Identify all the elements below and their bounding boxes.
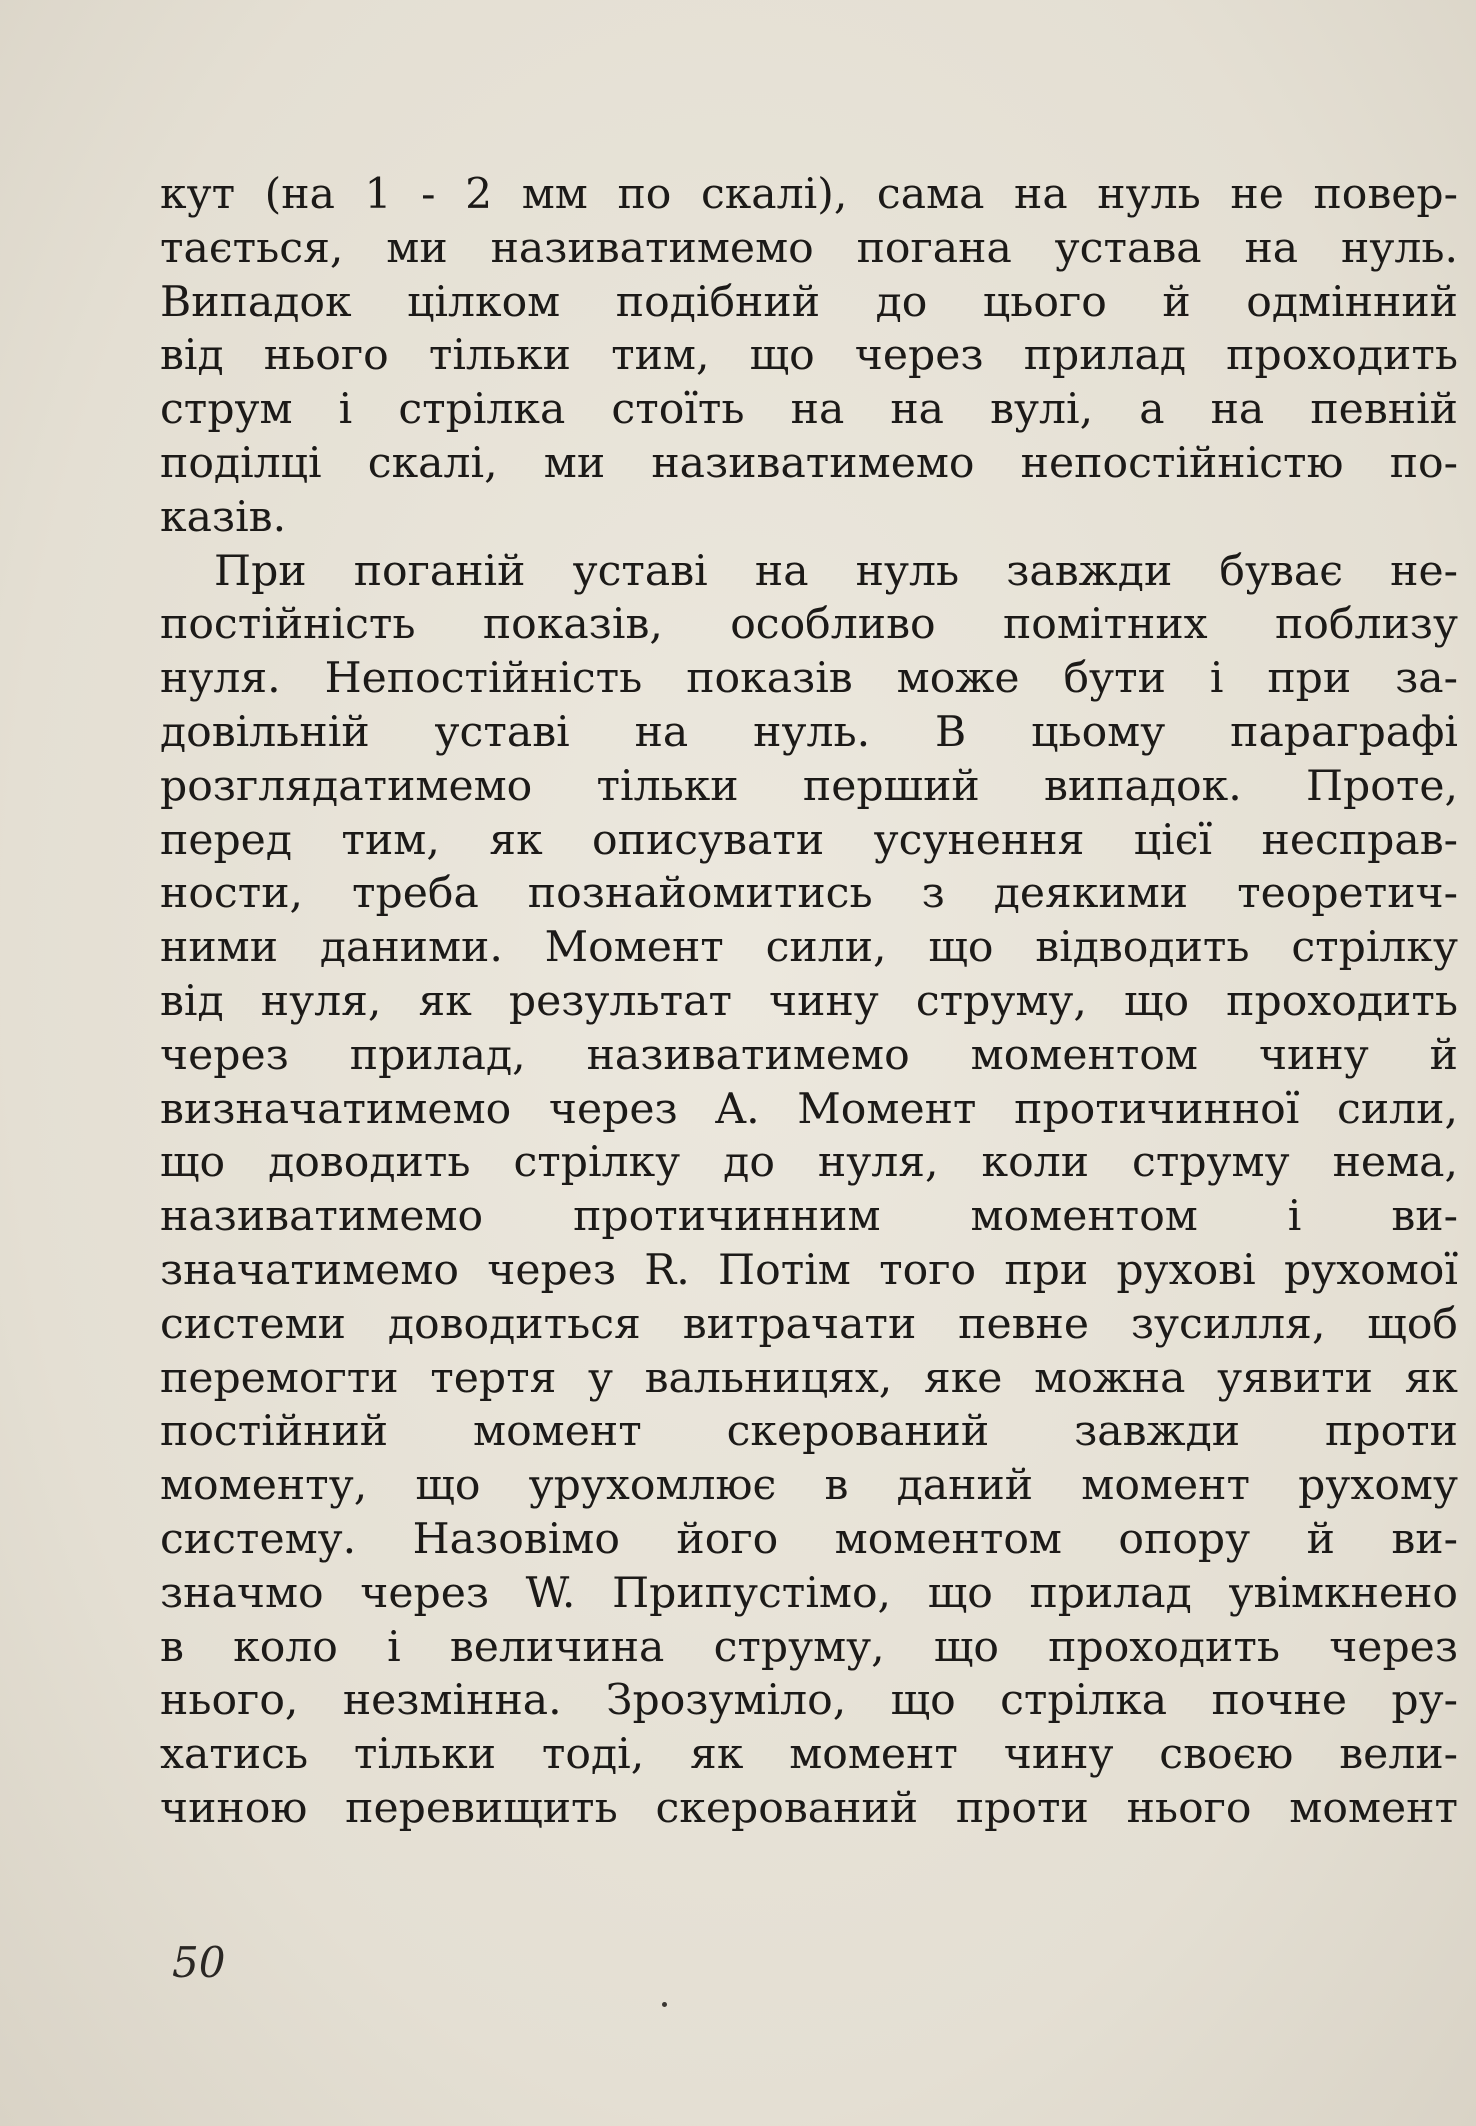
text-line: хатись тільки тоді, як момент чину своєю вели- bbox=[160, 1730, 1458, 1780]
text-line: ности, треба познайомитись з деякими теоретич- bbox=[160, 869, 1458, 919]
text-line: нього, незмінна. Зрозуміло, що стрілка почне ру- bbox=[160, 1676, 1458, 1726]
text-line: перемогти тертя у вальницях, яке можна уявити як bbox=[160, 1353, 1458, 1403]
text-line: через прилад, називатимемо моментом чину й bbox=[160, 1030, 1458, 1080]
text-line: що доводить стрілку до нуля, коли струму нема, bbox=[160, 1138, 1458, 1188]
text-line: в коло і величина струму, що проходить через bbox=[160, 1622, 1458, 1672]
text-line: При поганій уставі на нуль завжди буває не- bbox=[214, 546, 1458, 596]
text-line: від нуля, як результат чину струму, що проходить bbox=[160, 976, 1458, 1026]
text-line: систему. Назовімо його моментом опору й ви- bbox=[160, 1514, 1458, 1564]
text-line: значмо через W. Припустімо, що прилад увімкнено bbox=[160, 1568, 1458, 1618]
text-line: тається, ми називатимемо погана устава на нуль. bbox=[160, 223, 1458, 273]
text-line: чиною перевищить скерований проти нього момент bbox=[160, 1783, 1458, 1833]
text-line: струм і стрілка стоїть на на вулі, а на певній bbox=[160, 385, 1458, 435]
text-line: від нього тільки тим, що через прилад проходить bbox=[160, 331, 1458, 381]
text-line: кут (на 1 - 2 мм по скалі), сама на нуль не повер- bbox=[160, 170, 1458, 219]
ink-speck bbox=[662, 2002, 667, 2007]
text-line: Випадок цілком подібний до цього й одмінний bbox=[160, 277, 1458, 327]
text-line: розглядатимемо тільки перший випадок. Проте, bbox=[160, 761, 1458, 811]
text-line: називатимемо протичинним моментом і ви- bbox=[160, 1192, 1458, 1242]
text-line: постійний момент скерований завжди проти bbox=[160, 1407, 1458, 1457]
text-line: значатимемо через R. Потім того при рухові рухомої bbox=[160, 1245, 1458, 1295]
text-line: визначатимемо через A. Момент протичинної сили, bbox=[160, 1084, 1458, 1134]
text-line: системи доводиться витрачати певне зусилля, щоб bbox=[160, 1299, 1458, 1349]
text-line: казів. bbox=[160, 492, 287, 542]
text-line: нуля. Непостійність показів може бути і при за- bbox=[160, 654, 1458, 704]
page-number: 50 bbox=[172, 1938, 226, 1987]
body-text bbox=[160, 168, 1458, 1836]
text-line: довільній уставі на нуль. В цьому параграфі bbox=[160, 707, 1458, 757]
text-line: ними даними. Момент сили, що відводить стрілку bbox=[160, 923, 1458, 973]
text-line: моменту, що урухомлює в даний момент рухому bbox=[160, 1461, 1458, 1511]
text-line: перед тим, як описувати усунення цієї несправ- bbox=[160, 815, 1458, 865]
text-line: поділці скалі, ми називатимемо непостійністю по- bbox=[160, 438, 1458, 488]
text-line: постійність показів, особливо помітних поблизу bbox=[160, 600, 1458, 650]
